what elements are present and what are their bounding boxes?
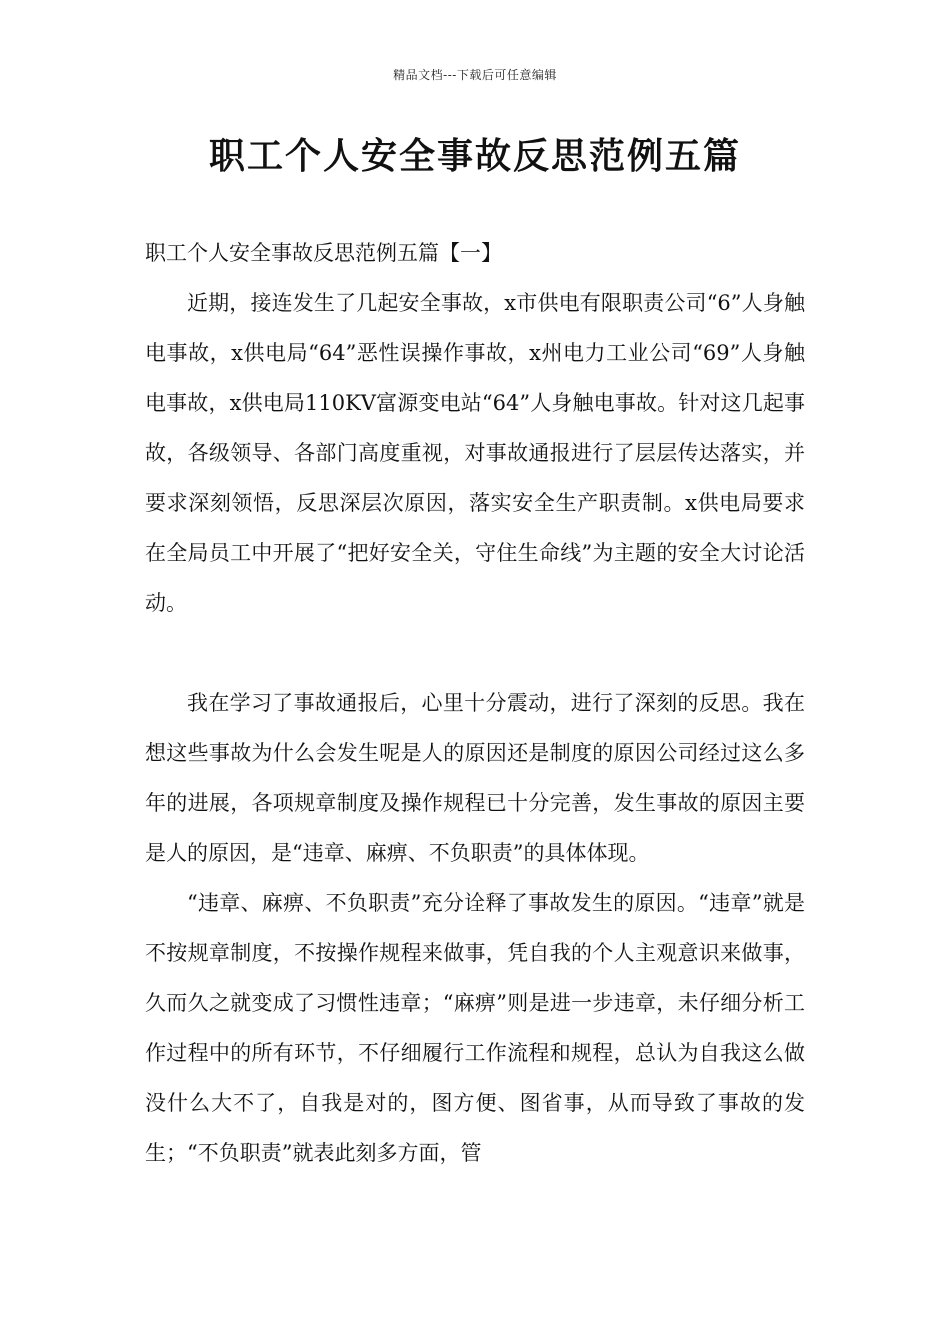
body-paragraph-2: 我在学习了事故通报后，心里十分震动，进行了深刻的反思。我在想这些事故为什么会发生呢是人的原因还是制度的原因公司经过这么多年的进展，各项规章制度及操作规程已十分完善，发生事故的原因主要是人的原因，是“违章、麻痹、不负职责”的具体体现。 xyxy=(145,691,805,865)
body-paragraph-1: 近期，接连发生了几起安全事故，x市供电有限职责公司“6”人身触电事故，x供电局“64”恶性误操作事故，x州电力工业公司“69”人身触电事故，x供电局110KV富源变电站“64”人身触电事故。针对这几起事故，各级领导、各部门高度重视，对事故通报进行了层层传达落实，并要求深刻领悟，反思深层次原因，落实安全生产职责制。x供电局要求在全局员工中开展了“把好安全关，守住生命线”为主题的安全大讨论活动。 xyxy=(145,291,805,615)
body-paragraph-3: “违章、麻痹、不负职责”充分诠释了事故发生的原因。“违章”就是不按规章制度，不按操作规程来做事，凭自我的个人主观意识来做事，久而久之就变成了习惯性违章；“麻痹”则是进一步违章，未仔细分析工作过程中的所有环节，不仔细履行工作流程和规程，总认为自我这么做没什么大不了，自我是对的，图方便、图省事，从而导致了事故的发生；“不负职责”就表此刻多方面，管 xyxy=(145,891,805,1165)
document-body xyxy=(145,228,805,1178)
paragraph-gap xyxy=(145,628,805,678)
document-title: 职工个人安全事故反思范例五篇 xyxy=(208,135,741,177)
document-header-note: 精品文档---下载后可任意编辑 xyxy=(393,68,557,82)
section-heading: 职工个人安全事故反思范例五篇【一】 xyxy=(145,241,502,265)
